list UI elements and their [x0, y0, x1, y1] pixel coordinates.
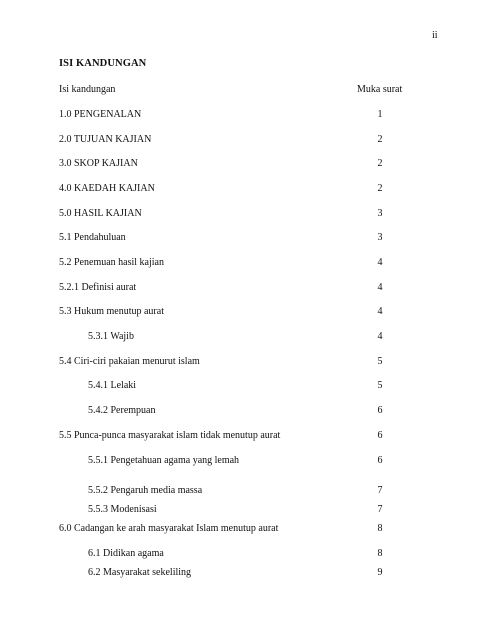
toc-entry-label: 5.0 HASIL KAJIAN [59, 208, 142, 219]
toc-entry-page: 8 [377, 523, 383, 534]
toc-entry-page: 7 [377, 504, 383, 515]
page-title: ISI KANDUNGAN [59, 58, 147, 69]
toc-entry-label: 5.5.3 Modenisasi [88, 504, 157, 515]
toc-entry-label: 5.4.2 Perempuan [88, 405, 156, 416]
toc-entry-page: 6 [377, 455, 383, 466]
toc-entry-page: 6 [377, 430, 383, 441]
toc-entry-label: 5.3 Hukum menutup aurat [59, 306, 164, 317]
toc-entry-label: 5.1 Pendahuluan [59, 232, 126, 243]
toc-entry-label: 6.0 Cadangan ke arah masyarakat Islam menutup aurat [59, 523, 279, 534]
toc-header-page: Muka surat [357, 84, 403, 95]
toc-entry-label: 6.1 Didikan agama [88, 548, 164, 559]
toc-entry-page: 4 [377, 257, 383, 268]
toc-entry-label: 5.4 Ciri-ciri pakaian menurut islam [59, 356, 200, 367]
toc-entry-page: 5 [377, 356, 383, 367]
toc-entry-page: 3 [377, 232, 383, 243]
toc-entry-label: 5.5.2 Pengaruh media massa [88, 485, 203, 496]
toc-entry-page: 5 [377, 380, 383, 391]
toc-entry-page: 2 [377, 183, 383, 194]
toc-entry-label: 5.5.1 Pengetahuan agama yang lemah [88, 455, 240, 466]
toc-entry-label: 5.2.1 Definisi aurat [59, 282, 137, 293]
toc-entry-label: 3.0 SKOP KAJIAN [59, 158, 138, 169]
toc-entry-label: 5.4.1 Lelaki [88, 380, 137, 391]
toc-entry-label: 5.3.1 Wajib [88, 331, 134, 342]
toc-entry-page: 4 [377, 282, 383, 293]
page-number: ii [432, 30, 438, 41]
toc-entry-page: 9 [377, 567, 383, 578]
toc-entry-page: 3 [377, 208, 383, 219]
toc-entry-page: 1 [377, 109, 383, 120]
toc-entry-page: 6 [377, 405, 383, 416]
toc-entry-label: 2.0 TUJUAN KAJIAN [59, 134, 152, 145]
toc-entry-label: 5.5 Punca-punca masyarakat islam tidak menutup aurat [59, 430, 281, 441]
toc-entry-page: 4 [377, 306, 383, 317]
toc-entry-label: 1.0 PENGENALAN [59, 109, 142, 120]
toc-entry-label: 5.2 Penemuan hasil kajian [59, 257, 164, 268]
toc-entry-page: 2 [377, 158, 383, 169]
toc-entry-page: 7 [377, 485, 383, 496]
toc-entry-label: 6.2 Masyarakat sekeliling [88, 567, 192, 578]
toc-entry-page: 2 [377, 134, 383, 145]
toc-entry-label: 4.0 KAEDAH KAJIAN [59, 183, 155, 194]
toc-entry-page: 8 [377, 548, 383, 559]
toc-header-contents: Isi kandungan [59, 84, 116, 95]
toc-entry-page: 4 [377, 331, 383, 342]
